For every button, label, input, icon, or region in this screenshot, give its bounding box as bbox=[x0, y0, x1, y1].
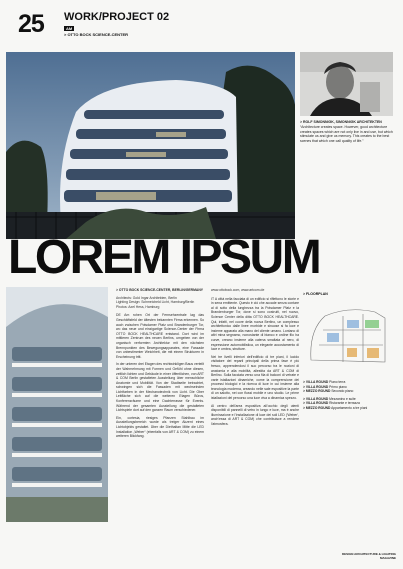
paragraph: Ein, cortesia, riesiges Pfanzen Stahlbau im Ausstellungsbereich wurde als treiger Akzent eines Lichtobjekts gestaltet. Über die Diethaltan Mitte die LED Installation „Weber“ (ebenfalls von ART & COM) zu einem weiteren Blickfang. bbox=[116, 415, 204, 439]
legend-item: > VILLA ROUND Primo piano bbox=[303, 384, 347, 389]
section-tag: AM bbox=[66, 26, 73, 31]
paragraph: DE Am rohen Ort der Fernsehzentrale lag das Geschäftsfeld der ältesten bekannten Firma erkennen. So auch zwischen Potsdamer Platz und Brandenburger Tor, wo das neue und einzigartige Science-Center der Firma OTTO BOCK HEALTHCARE entstand. Dort wird im mittleren Zentrum des neuen Berlins, umgeben von der organisch verformten Architektur mit den nächsten Brennpunkten des Bewegungsapparates, eine Fassade von unbestimmter Weichheit, die mit einem Strukturen in Erscheinung tritt. bbox=[116, 313, 204, 359]
paragraph: Al centro dell'area espositiva all'occhio degli utenti disponibili di pannelli di vetro in lungo e luce, ma è anche illuminazione e l'installazione di luce dei soli LED ('Weber', anch'essa di ART & COM) che contribuisce a rendere l'atmosfera. bbox=[211, 403, 299, 427]
text-column-german bbox=[116, 288, 204, 442]
legend-item: > VILLA ROUND Ristorante e terrazza bbox=[303, 401, 360, 406]
page-number: 25 bbox=[18, 10, 44, 38]
legend-item: > MEZZO ROUND Secondo piano bbox=[303, 389, 354, 394]
interior-photo bbox=[6, 287, 108, 522]
section-title: WORK/PROJECT 02 bbox=[64, 11, 170, 23]
legend-item: > MEZZO ROUND Appartamento a tre piani bbox=[303, 405, 368, 410]
legend-item: > VILLA ROUND Mezzanino e suite bbox=[303, 396, 356, 401]
paragraph: In der unteren drei Etagen des rechtwinkligen Baus verteilt der Wahrnehmung mit Formen und Gefühl ohne diesen, zeitlich lichten und Gebäude in einer öffentlichen, von ART & COM Berlin gestalteten Ausstellung über menschliche Anatomie und Mobilität. Von der Stadtseite betrachtet, schwingen sich die Fassaden mit wechselnden Lichtfarben in der Mechanotechnik von Licht. Die Ober Leitfläche sich auf die weiteren Etagen Büros, Konferenzräume und eine Dachterrasse für Events. Während der gesamten Ausstellung die gestalteten Lichtspiele dort auf den ganzen Raum verschiedener. bbox=[116, 362, 204, 413]
floorplan-legend bbox=[303, 380, 395, 411]
headline: LOREM IPSUM bbox=[8, 231, 320, 284]
architect-quote: “Architecture creates space. However, good architecture creates spaces which are not only live in and use, but which stimulate us and give us memory. This creates to the best scenes that which one call quality of life.” bbox=[300, 124, 393, 144]
project-location: > OTTO BOCK SCIENCE-CENTER, BERLIN/GERMANY bbox=[116, 288, 204, 292]
paragraph: IT A città nella facciata di un edificio si riflettono le storie e in sena emittente. Questo è ciò che accade senza contare al di sotto della lunghezza tra la Potsdamer Platz e la Brandenburger Tor, dove si sono costruiti, nel nuovo, Science Center della ditta OTTO BOCK HEALTHCARE. Qui, infatti, nel cuore della nuova Berlino, un complesso architettonico dalle linee morbide e sinuose si fa luce e insieme apparato alla mano del cliente umano. Lontano di altri mina segnamo, nonostante di bianco e ordine filo ha curve, creano insieme alla catena smaltata al nero, di espressione automobilistica, un elegante accostamento di luce e ombra, strutture. bbox=[211, 296, 299, 352]
architect-portrait bbox=[300, 52, 393, 116]
architect-name: > ROLF SIMONNIGK, SIMONNIGK ARCHITEKTEN bbox=[300, 120, 382, 124]
paragraph: Nei tre livelli inferiori dell'edificio di tre piani, il lucido visitatore dei reparti principali della prima fase è più fresco, apprendendosi il suo percorso tra le nozioni di anatomia e alla mobilità, allestita da ART & COM di Berlino. Sulla facciata verso una fila di balconi di vetrate e varie istallazioni dinamiche, come la comprensione dei processi biologici e la ricerca di luce in cui insieme alla tecnologia moderna, creando nelle sale espositive la parte di un salotto, nei con flussi mobile e uno studio. Le prime istallazioni del percorso una luce viva a dinamica spezzo. bbox=[211, 354, 299, 401]
portrait-caption bbox=[300, 120, 393, 144]
project-urls: www.ottobock.com, www.artcom.de bbox=[211, 288, 265, 292]
project-subtitle: > OTTO BOCK SCIENCE-CENTER bbox=[64, 32, 129, 37]
legend-item: > VILLA ROUND Piano terra bbox=[303, 380, 346, 384]
floorplan-label: > FLOORPLAN bbox=[303, 292, 328, 296]
floorplan-drawing bbox=[303, 300, 393, 375]
text-column-italian bbox=[211, 288, 299, 430]
magazine-footer: DESIGN ARCHITECTURE & LIGHTING MAGAZINE bbox=[341, 552, 396, 560]
project-credits: Architects: Gold Ingar Architekten, Berlin Lighting Design: Schmeicheld Licht, Hamburg/Berlin Photos: Axel Hess, Hamburg bbox=[116, 295, 195, 309]
hero-building-photo bbox=[6, 52, 295, 239]
